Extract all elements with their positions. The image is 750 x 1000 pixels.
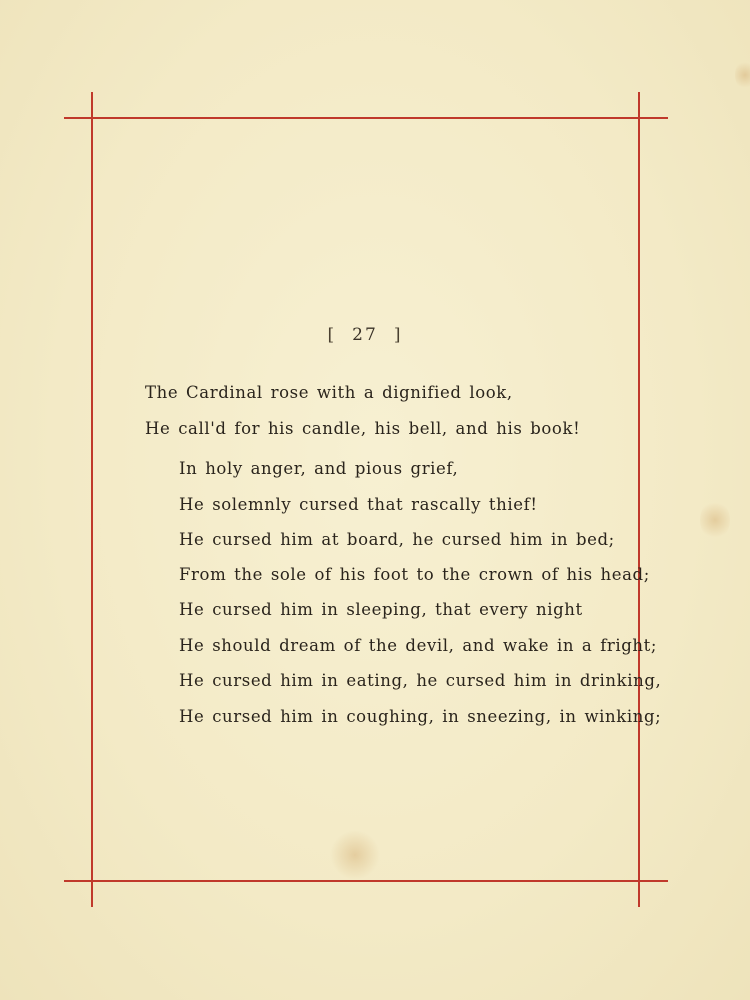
border-rule-top <box>64 117 668 119</box>
border-rule-left <box>91 92 93 907</box>
page-number-open-bracket: [ <box>327 325 337 345</box>
page-number-close-bracket: ] <box>393 325 403 345</box>
poem-line: From the sole of his foot to the crown of his head; <box>179 565 650 584</box>
poem-line: He solemnly cursed that rascally thief! <box>179 495 538 514</box>
paper-stain <box>700 500 730 540</box>
border-rule-bottom <box>64 880 668 882</box>
poem-line: He should dream of the devil, and wake in a fright; <box>179 636 658 655</box>
poem-line: He cursed him at board, he cursed him in bed; <box>179 530 615 549</box>
border-rule-right <box>638 92 640 907</box>
page-number-value: 27 <box>352 325 378 345</box>
poem-line: The Cardinal rose with a dignified look, <box>145 383 513 402</box>
poem-line: In holy anger, and pious grief, <box>179 459 459 478</box>
paper-stain <box>330 830 380 880</box>
poem-line: He cursed him in sleeping, that every night <box>179 600 583 619</box>
poem-line: He cursed him in eating, he cursed him in drinking, <box>179 671 662 690</box>
poem-line: He call'd for his candle, his bell, and his book! <box>145 419 581 438</box>
page-number <box>0 325 730 345</box>
poem-line: He cursed him in coughing, in sneezing, in winking; <box>179 707 662 726</box>
paper-stain <box>735 60 750 90</box>
